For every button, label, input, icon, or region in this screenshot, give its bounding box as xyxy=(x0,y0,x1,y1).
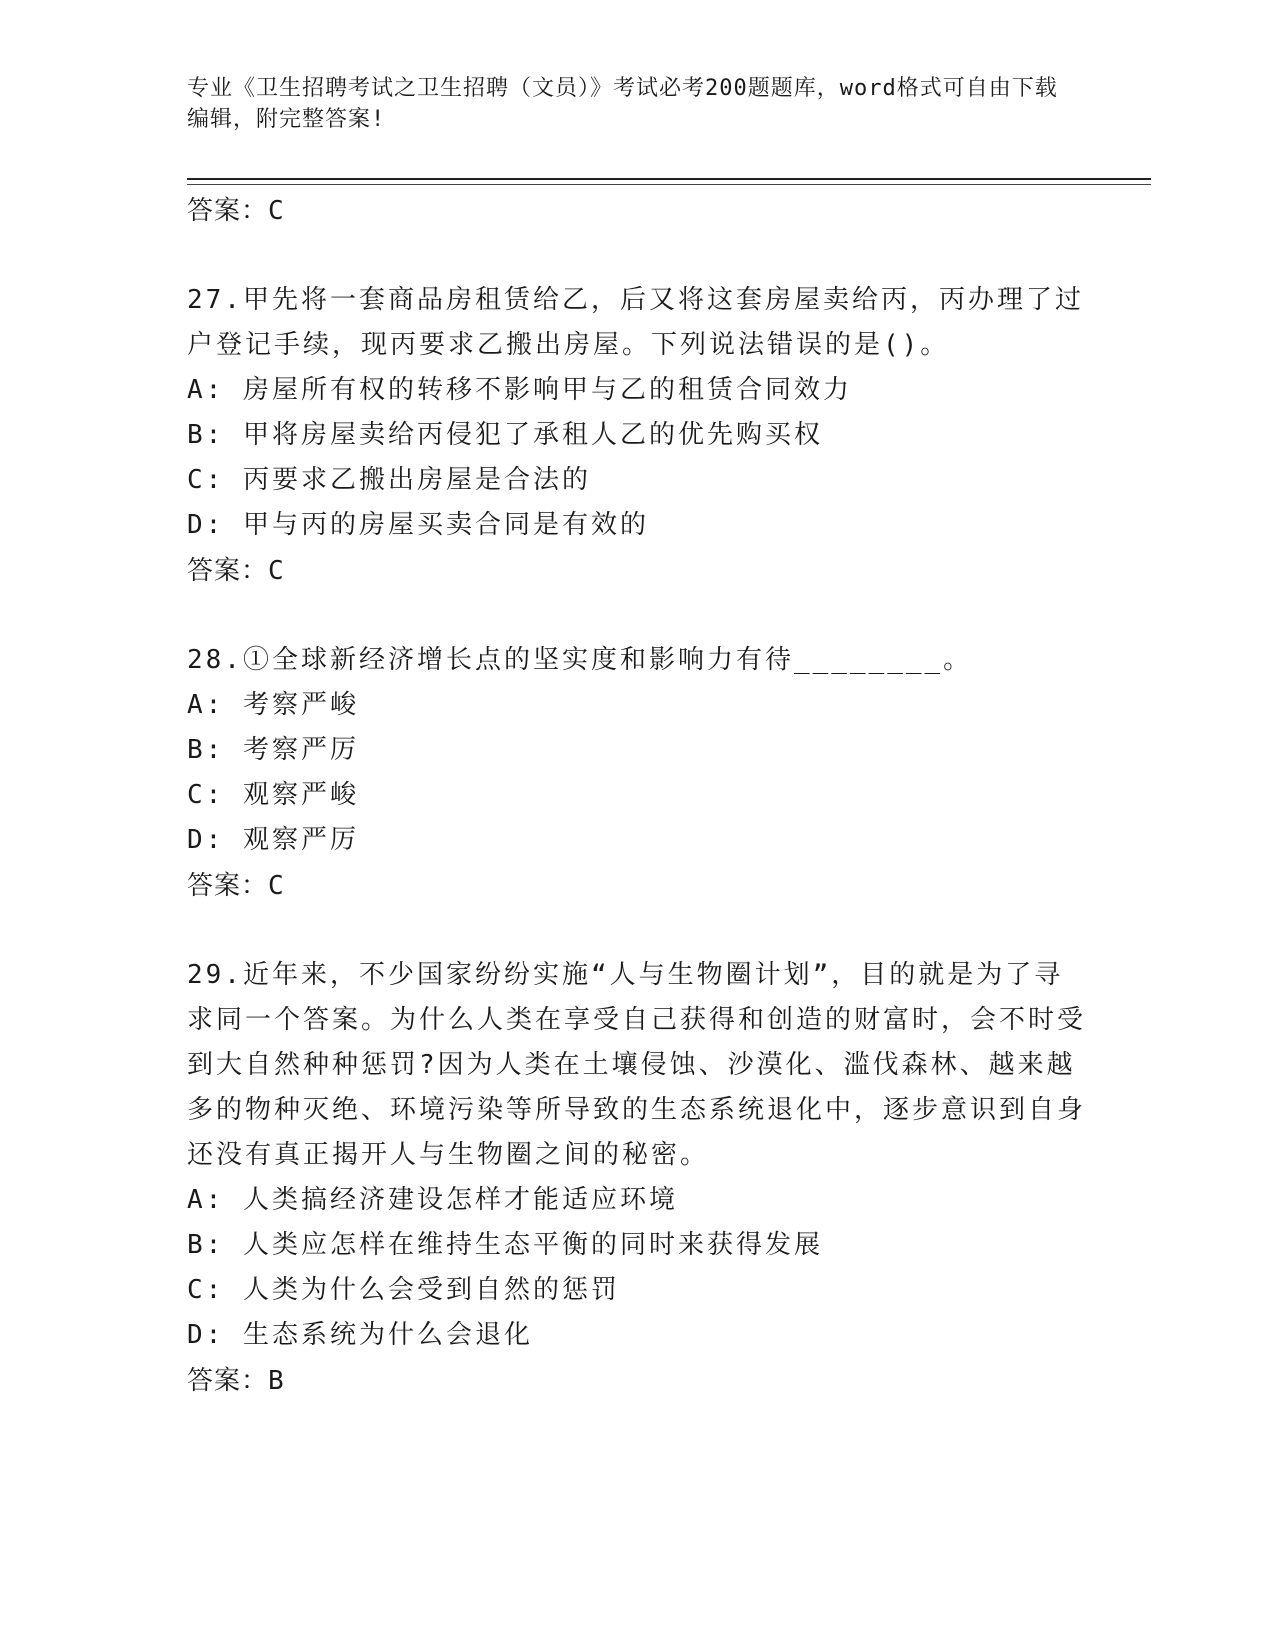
answer-label: 答案： xyxy=(187,871,269,901)
answer-letter: B xyxy=(268,1366,285,1396)
option-a: A: 考察严峻 xyxy=(187,690,359,720)
answer-letter: C xyxy=(268,871,285,901)
option-a: A: 房屋所有权的转移不影响甲与乙的租赁合同效力 xyxy=(187,375,852,405)
answer-label: 答案： xyxy=(187,1366,269,1396)
document-header: 专业《卫生招聘考试之卫生招聘（文员）》考试必考200题题库，word格式可自由下载编辑，附完整答案! xyxy=(187,76,1058,132)
answer-line xyxy=(187,863,1087,909)
option-b: B: 人类应怎样在维持生态平衡的同时来获得发展 xyxy=(187,1230,823,1260)
answer-line xyxy=(187,548,1087,594)
option-b: B: 甲将房屋卖给丙侵犯了承租人乙的优先购买权 xyxy=(187,420,823,450)
question-stem: 27.甲先将一套商品房租赁给乙，后又将这套房屋卖给丙，丙办理了过户登记手续，现丙要求乙搬出房屋。下列说法错误的是()。 xyxy=(187,285,1084,360)
option-a: A: 人类搞经济建设怎样才能适应环境 xyxy=(187,1185,678,1215)
question-29 xyxy=(187,953,1087,1404)
question-27 xyxy=(187,278,1087,594)
question-stem: 29.近年来，不少国家纷纷实施“人与生物圈计划”，目的就是为了寻求同一个答案。为什么人类在享受自己获得和创造的财富时，会不时受到大自然种种惩罚?因为人类在土壤侵蚀、沙漠化、滥伐森林、越来越多的物种灭绝、环境污染等所导致的生态系统退化中，逐步意识到自身还没有真正揭开人与生物圈之间的秘密。 xyxy=(187,960,1087,1170)
answer-letter: C xyxy=(268,556,285,586)
answer-label: 答案： xyxy=(187,556,269,586)
answer-label: 答案： xyxy=(187,196,269,226)
answer-letter: C xyxy=(268,196,285,226)
option-d: D: 生态系统为什么会退化 xyxy=(187,1320,533,1350)
header-divider-thick xyxy=(187,178,1151,180)
question-stem: 28.①全球新经济增长点的坚实度和影响力有待________。 xyxy=(187,645,973,675)
header-divider-thin xyxy=(187,184,1151,185)
option-d: D: 观察严厉 xyxy=(187,825,359,855)
answer-line xyxy=(187,1358,1087,1404)
option-c: C: 丙要求乙搬出房屋是合法的 xyxy=(187,465,591,495)
question-28 xyxy=(187,638,1087,909)
option-d: D: 甲与丙的房屋买卖合同是有效的 xyxy=(187,510,649,540)
option-c: C: 观察严峻 xyxy=(187,780,359,810)
option-c: C: 人类为什么会受到自然的惩罚 xyxy=(187,1275,620,1305)
question-list xyxy=(187,188,1087,1404)
option-b: B: 考察严厉 xyxy=(187,735,359,765)
answer-line xyxy=(187,188,1087,234)
